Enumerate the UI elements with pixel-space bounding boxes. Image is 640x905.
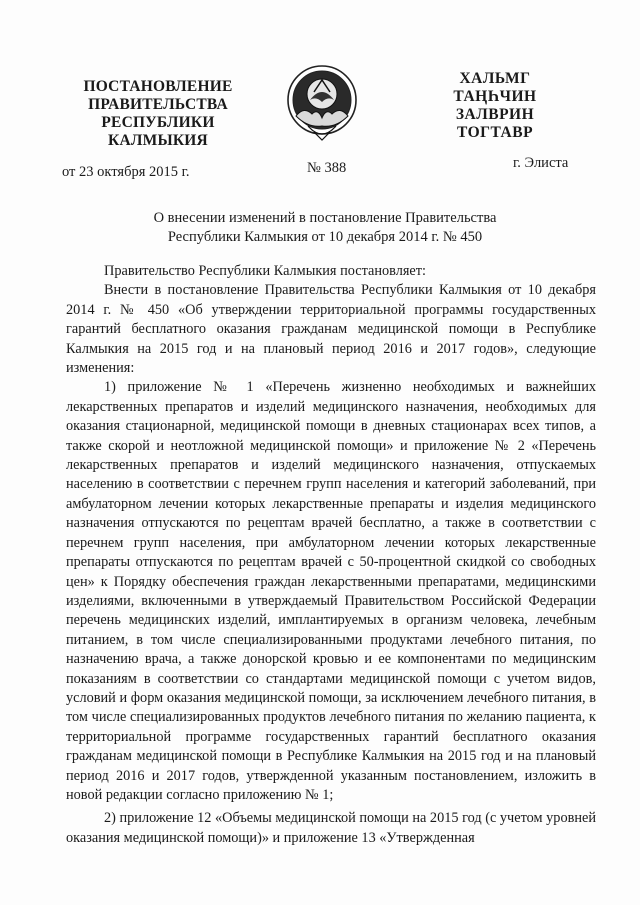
- coat-of-arms-emblem: [284, 62, 360, 144]
- header-right-line: ХАЛЬМГ: [459, 70, 531, 87]
- header-left-title: [78, 78, 238, 150]
- header-right-title: [440, 70, 550, 142]
- document-title: [130, 209, 520, 247]
- header-left-line: ПРАВИТЕЛЬСТВА: [88, 96, 228, 113]
- header-left-line: РЕСПУБЛИКИ: [101, 114, 215, 131]
- header-right-line: ТОГТАВР: [456, 124, 534, 141]
- document-number: № 388: [307, 160, 347, 176]
- document-city: г. Элиста: [513, 155, 569, 171]
- header-right-line: ТАҢҺЧИН: [453, 88, 537, 105]
- document-date: от 23 октября 2015 г.: [62, 164, 190, 180]
- intro-paragraph: Внести в постановление Правительства Республики Калмыкия от 10 декабря 2014 г. № 450 «Об утверждении территориальной программы государственных гарантий бесплатного оказания гражданам медицинской помощи в Республике Калмыкия на 2015 год и на плановый период 2016 и 2017 годов», следующие изменения:: [66, 282, 596, 377]
- item-2-paragraph: 2) приложение 12 «Объемы медицинской помощи на 2015 год (с учетом уровней оказания медицинской помощи)» и приложение 13 «Утвержденная: [66, 810, 596, 846]
- decree-statement: Правительство Республики Калмыкия постановляет:: [104, 263, 426, 279]
- header-left-line: ПОСТАНОВЛЕНИЕ: [83, 78, 233, 95]
- item-1-paragraph: 1) приложение № 1 «Перечень жизненно необходимых и важнейших лекарственных препаратов и изделий медицинского назначения, необходимых для оказания стационарной, медицинской помощи в дневных стационарах всех типов, а также скорой и неотложной медицинской помощи» и приложение № 2 «Перечень лекарственных препаратов и изделий медицинского назначения, отпускаемых населению в соответствии с перечнем групп населения и категорий заболеваний, при амбулаторном лечении которых лекарственные препараты и изделия медицинского назначения отпускаются по рецептам врачей бесплатно, а также в соответствии с перечнем групп населения, при амбулаторном лечении которых лекарственные препараты отпускаются по рецептам врачей с 50-процентной скидкой со свободных цен» к Порядку обеспечения граждан лекарственными препаратами, медицинскими изделиями, включенными в утверждаемый Правительством Российской Федерации перечень медицинских изделий, имплантируемых в организм человека, лечебным питанием, в том числе специализированными продуктами лечебного питания, по назначению врача, а также донорской кровью и ее компонентами по медицинским показаниям в соответствии со стандартами медицинской помощи с учетом видов, условий и форм оказания медицинской помощи, за исключением лечебного питания, в том числе специализированных продуктов лечебного питания по желанию пациента, к территориальной программе государственных гарантий бесплатного оказания гражданам медицинской помощи в Республике Калмыкия на 2015 год и на плановый период 2016 и 2017 годов, утвержденной указанным постановлением, изложить в новой редакции согласно приложению № 1;: [66, 379, 596, 803]
- header-left-line: КАЛМЫКИЯ: [108, 132, 208, 149]
- title-line: Республики Калмыкия от 10 декабря 2014 г. № 450: [167, 229, 483, 245]
- title-line: О внесении изменений в постановление Правительства: [153, 210, 497, 226]
- document-body: [66, 262, 596, 848]
- header-right-line: ЗАЛВРИН: [455, 106, 535, 123]
